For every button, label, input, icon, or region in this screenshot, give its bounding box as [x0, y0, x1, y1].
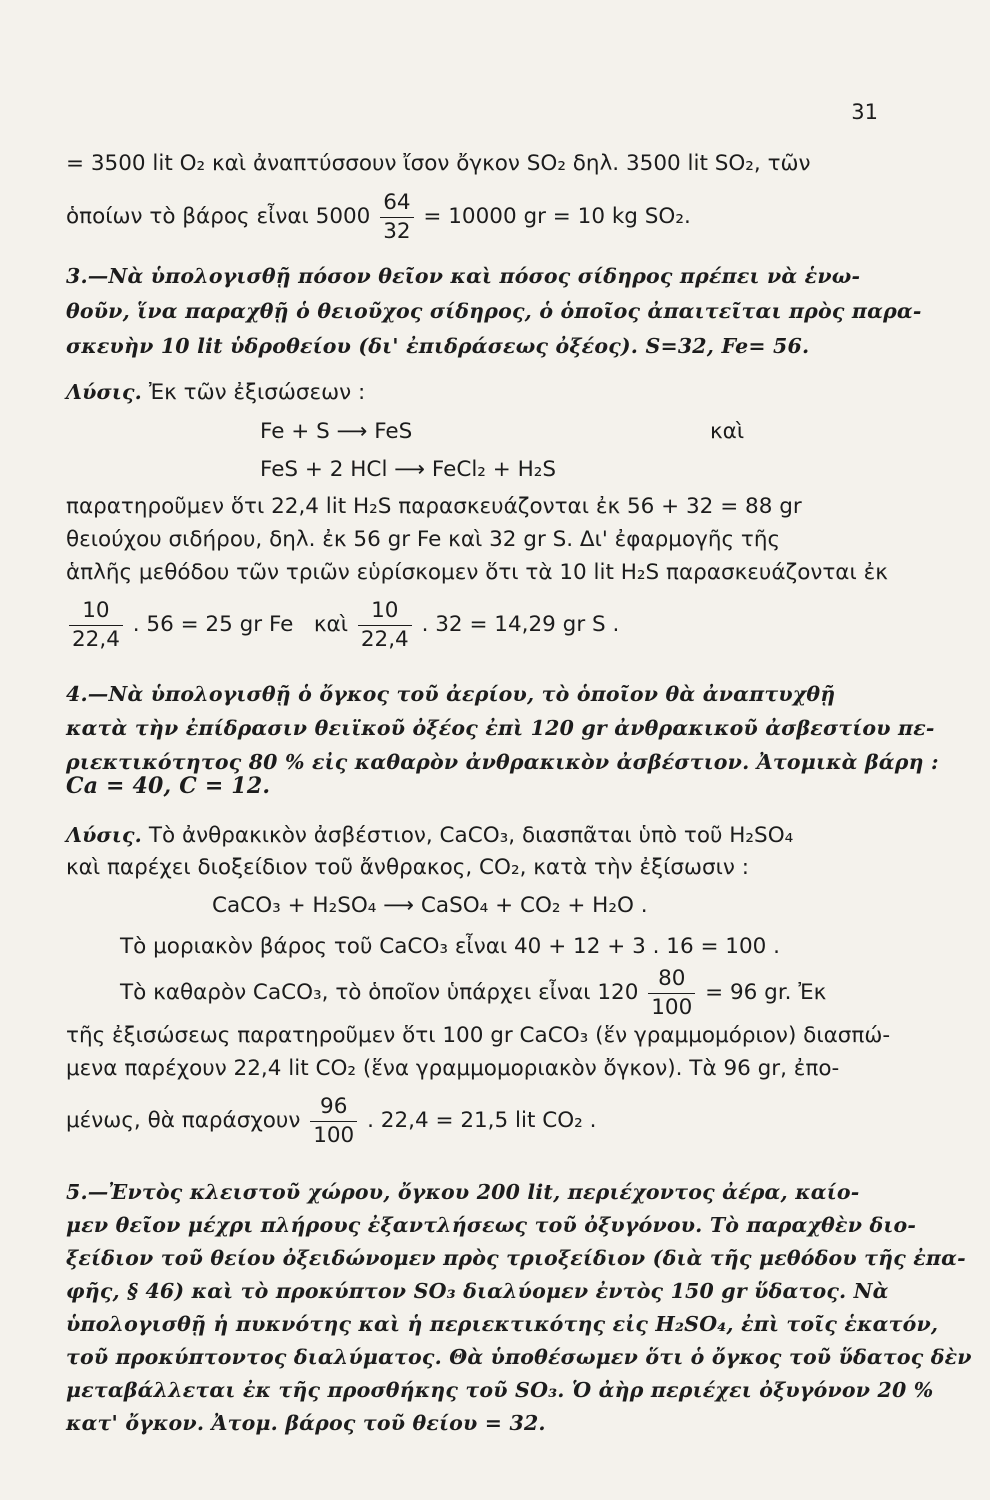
solution-3-intro-text: Ἐκ τῶν ἐξισώσεων :: [148, 380, 366, 405]
intro-line-2-suffix: = 10000 gr = 10 kg SO₂.: [423, 204, 691, 229]
equation-fe-s: Fe + S ⟶ FeS: [260, 419, 413, 444]
problem-4-line-3: ριεκτικότητος 80 % εἰς καθαρὸν ἀνθρακικὸν ἀσβέστιον. Ἀτομικὰ βάρη :: [66, 750, 939, 774]
solution-3-line-1: παρατηροῦμεν ὅτι 22,4 lit H₂S παρασκευάζονται ἐκ 56 + 32 = 88 gr: [66, 494, 802, 519]
problem-5-line-4: φῆς, § 46) καὶ τὸ προκύπτον SO₃ διαλύομεν ἐντὸς 150 gr ὕδατος. Νὰ: [66, 1279, 889, 1303]
solution-4-line-2: καὶ παρέχει διοξείδιον τοῦ ἄνθρακος, CO₂, κατὰ τὴν ἐξίσωσιν :: [66, 855, 749, 880]
fraction-denominator: 32: [383, 218, 411, 244]
problem-3-line-3: σκευὴν 10 lit ὑδροθείου (δι' ἐπιδράσεως ὀξέος). S=32, Fe= 56.: [66, 334, 810, 358]
fraction-denominator: 22,4: [72, 626, 120, 652]
solution-4-line-6: μενα παρέχουν 22,4 lit CO₂ (ἕνα γραμμομοριακὸν ὄγκον). Τὰ 96 gr, ἐπο-: [66, 1056, 840, 1081]
solution-3-intro: [66, 378, 920, 407]
problem-5-line-1: 5.—Ἐντὸς κλειστοῦ χώρου, ὄγκου 200 lit, περιέχοντος ἀέρα, καίο-: [66, 1180, 860, 1204]
fraction-denominator: 100: [651, 994, 693, 1020]
problem-4-line-4: Ca = 40, C = 12.: [66, 773, 271, 799]
solution-4-line-4: [120, 968, 920, 1018]
solution-4-line-4-prefix: Τὸ καθαρὸν CaCO₃, τὸ ὁποῖον ὑπάρχει εἶναι 120: [120, 980, 639, 1005]
equation-and: καὶ: [710, 419, 745, 444]
solution-4-line-5: τῆς ἐξισώσεως παρατηροῦμεν ὅτι 100 gr CaCO₃ (ἕν γραμμομόριον) διασπώ-: [66, 1023, 891, 1048]
problem-5-line-7: μεταβάλλεται ἐκ τῆς προσθήκης τοῦ SO₃. Ὁ ἀὴρ περιέχει ὀξυγόνον 20 %: [66, 1378, 934, 1402]
intro-line-2-prefix: ὁποίων τὸ βάρος εἶναι 5000: [66, 204, 371, 229]
solution-3-line-2: θειούχου σιδήρου, δηλ. ἐκ 56 gr Fe καὶ 32 gr S. Δι' ἐφαρμογῆς τῆς: [66, 527, 781, 552]
fraction-2-result: . 32 = 14,29 gr S .: [421, 612, 620, 637]
problem-3-line-1: 3.—Νὰ ὑπολογισθῇ πόσον θεῖον καὶ πόσος σίδηρος πρέπει νὰ ἑνω-: [66, 264, 861, 288]
problem-5-line-8: κατ' ὄγκον. Ἀτομ. βάρος τοῦ θείου = 32.: [66, 1411, 546, 1435]
problem-4-line-2: κατὰ τὴν ἐπίδρασιν θειϊκοῦ ὀξέος ἐπὶ 120 gr ἀνθρακικοῦ ἀσβεστίου πε-: [66, 716, 935, 740]
page-number: 31: [851, 100, 878, 124]
equation-fes-hcl: FeS + 2 HCl ⟶ FeCl₂ + H₂S: [260, 457, 557, 482]
problem-5-line-3: ξείδιον τοῦ θείου ὀξειδώνομεν πρὸς τριοξείδιον (διὰ τῆς μεθόδου τῆς ἐπα-: [66, 1246, 966, 1270]
problem-3-line-2: θοῦν, ἵνα παραχθῇ ὁ θειοῦχος σίδηρος, ὁ ὁποῖος ἀπαιτεῖται πρὸς παρα-: [66, 299, 922, 323]
solution-4-line-3: Τὸ μοριακὸν βάρος τοῦ CaCO₃ εἶναι 40 + 12 + 3 . 16 = 100 .: [120, 934, 781, 959]
fraction-numerator: 80: [648, 968, 695, 994]
fraction-10-22-4-b: [358, 600, 412, 650]
solution-4-line-4-suffix: = 96 gr. Ἐκ: [705, 980, 827, 1005]
fraction-96-100: [310, 1096, 357, 1146]
problem-5-line-5: ὑπολογισθῇ ἡ πυκνότης καὶ ἡ περιεκτικότης εἰς H₂SO₄, ἐπὶ τοῖς ἑκατόν,: [66, 1312, 939, 1336]
fraction-64-32: [380, 192, 413, 242]
problem-5-line-2: μεν θεῖον μέχρι πλήρους ἐξαντλήσεως τοῦ ὀξυγόνου. Τὸ παραχθὲν διο-: [66, 1213, 917, 1237]
solution-4-line-7-suffix: . 22,4 = 21,5 lit CO₂ .: [367, 1108, 597, 1133]
solution-3-line-3: ἁπλῆς μεθόδου τῶν τριῶν εὑρίσκομεν ὅτι τὰ 10 lit H₂S παρασκευάζονται ἐκ: [66, 560, 888, 585]
solution-4-line-7-prefix: μένως, θὰ παράσχουν: [66, 1108, 301, 1133]
problem-4-line-1: 4.—Νὰ ὑπολογισθῇ ὁ ὄγκος τοῦ ἀερίου, τὸ ὁποῖον θὰ ἀναπτυχθῇ: [66, 682, 836, 706]
intro-line-2: [66, 192, 920, 242]
problem-5-line-6: τοῦ προκύπτοντος διαλύματος. Θὰ ὑποθέσωμεν ὅτι ὁ ὄγκος τοῦ ὕδατος δὲν: [66, 1345, 972, 1369]
fraction-denominator: 100: [313, 1122, 355, 1148]
solution-4-line-1-text: Τὸ ἀνθρακικὸν ἀσβέστιον, CaCO₃, διασπᾶται ὑπὸ τοῦ H₂SO₄: [148, 823, 794, 848]
solution-4-line-7: [66, 1096, 920, 1146]
solution-label: Λύσις.: [66, 823, 142, 847]
fraction-and: καὶ: [313, 612, 349, 637]
fraction-numerator: 10: [69, 600, 123, 626]
fraction-denominator: 22,4: [360, 626, 409, 652]
solution-4-line-1: [66, 821, 920, 850]
intro-line-1: = 3500 lit O₂ καὶ ἀναπτύσσουν ἴσον ὄγκον SO₂ δηλ. 3500 lit SO₂, τῶν: [66, 151, 811, 176]
fraction-numerator: 96: [310, 1096, 357, 1122]
fraction-10-22-4-a: [69, 600, 123, 650]
fraction-numerator: 64: [380, 192, 413, 218]
fraction-1-result: . 56 = 25 gr Fe: [132, 612, 294, 637]
solution-3-fractions: [66, 600, 920, 650]
equation-caco3-h2so4: CaCO₃ + H₂SO₄ ⟶ CaSO₄ + CO₂ + H₂O .: [212, 893, 648, 918]
fraction-numerator: 10: [358, 600, 412, 626]
fraction-80-100: [648, 968, 695, 1018]
solution-label: Λύσις.: [66, 380, 142, 404]
